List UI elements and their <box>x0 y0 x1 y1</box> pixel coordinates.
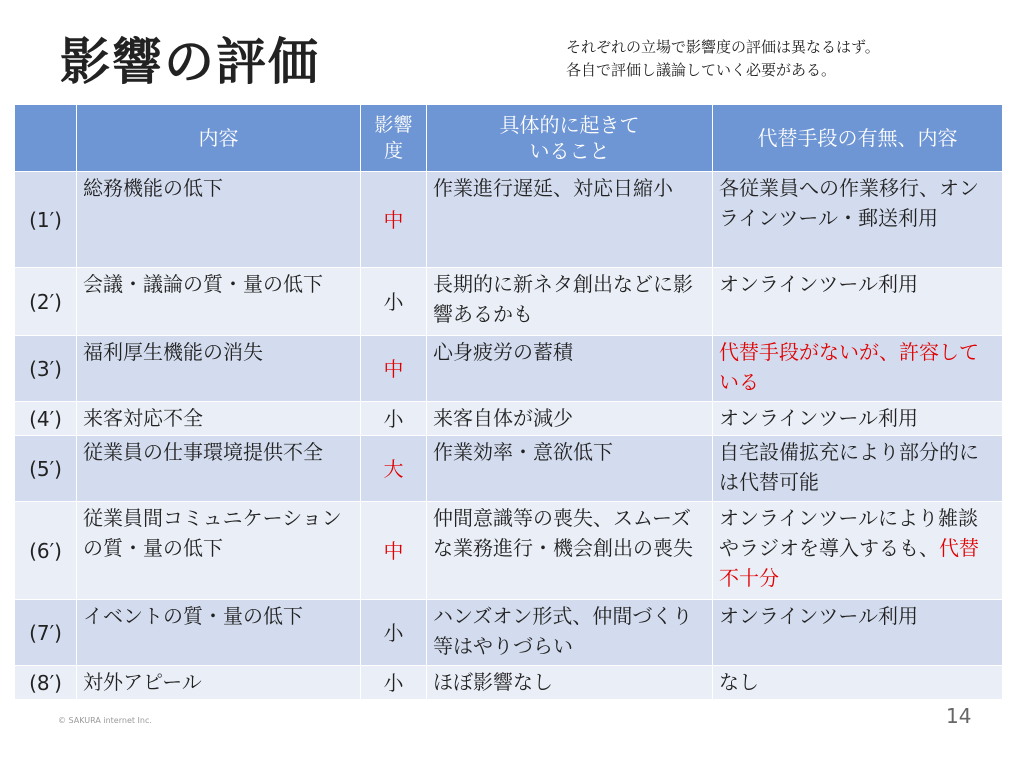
header-happening-line-2: いること <box>529 139 610 163</box>
row-happening: 作業進行遅延、対応日縮小 <box>427 172 713 268</box>
table-row <box>15 436 1003 502</box>
row-content: 来客対応不全 <box>77 402 361 436</box>
row-number: (7′) <box>15 600 77 666</box>
row-alternative <box>713 268 1003 336</box>
table-row <box>15 600 1003 666</box>
row-number: (2′) <box>15 268 77 336</box>
impact-evaluation-table <box>14 104 1003 700</box>
alternative-text: オンラインツール利用 <box>719 272 918 296</box>
row-alternative <box>713 600 1003 666</box>
table-header-row <box>15 105 1003 172</box>
copyright-footer: © SAKURA internet Inc. <box>58 716 152 725</box>
page-title: 影響の評価 <box>60 33 320 91</box>
row-number: (1′) <box>15 172 77 268</box>
alternative-text: なし <box>719 670 759 694</box>
alternative-text: オンラインツール利用 <box>719 406 918 430</box>
table-row <box>15 666 1003 700</box>
row-content: 総務機能の低下 <box>77 172 361 268</box>
alternative-text: 各従業員への作業移行、オンラインツール・郵送利用 <box>719 176 979 230</box>
row-happening: ほぼ影響なし <box>427 666 713 700</box>
row-impact-level: 小 <box>361 402 427 436</box>
alternative-text: オンラインツールにより雑談やラジオを導入するも、 <box>719 506 978 560</box>
row-alternative <box>713 336 1003 402</box>
row-content: 従業員間コミュニケーションの質・量の低下 <box>77 502 361 600</box>
table-row <box>15 172 1003 268</box>
row-impact-level: 中 <box>361 502 427 600</box>
row-number: (4′) <box>15 402 77 436</box>
row-number: (5′) <box>15 436 77 502</box>
alternative-highlight-text: 代替手段がないが、許容している <box>719 340 979 394</box>
row-happening: 長期的に新ネタ創出などに影響あるかも <box>427 268 713 336</box>
row-alternative <box>713 436 1003 502</box>
row-content: 従業員の仕事環境提供不全 <box>77 436 361 502</box>
row-happening: 心身疲労の蓄積 <box>427 336 713 402</box>
row-impact-level: 中 <box>361 172 427 268</box>
row-happening: ハンズオン形式、仲間づくり等はやりづらい <box>427 600 713 666</box>
row-content: 福利厚生機能の消失 <box>77 336 361 402</box>
subtitle <box>566 36 1006 82</box>
row-alternative <box>713 172 1003 268</box>
alternative-text: オンラインツール利用 <box>719 604 918 628</box>
subtitle-line-1: それぞれの立場で影響度の評価は異なるはず。 <box>566 38 880 56</box>
row-number: (6′) <box>15 502 77 600</box>
alternative-text: 自宅設備拡充により部分的には代替可能 <box>719 440 979 494</box>
row-alternative <box>713 502 1003 600</box>
table-body <box>15 172 1003 700</box>
row-number: (8′) <box>15 666 77 700</box>
table-row <box>15 502 1003 600</box>
row-impact-level: 中 <box>361 336 427 402</box>
row-happening: 作業効率・意欲低下 <box>427 436 713 502</box>
row-impact-level: 大 <box>361 436 427 502</box>
header-happening-line-1: 具体的に起きて <box>499 113 640 137</box>
header-content: 内容 <box>77 105 361 172</box>
row-impact-level: 小 <box>361 600 427 666</box>
header-happening <box>427 105 713 172</box>
row-alternative <box>713 666 1003 700</box>
alternative-highlight-text: 代替不十分 <box>719 536 979 590</box>
page-number: 14 <box>946 704 972 728</box>
header-alternative: 代替手段の有無、内容 <box>713 105 1003 172</box>
row-impact-level: 小 <box>361 268 427 336</box>
table-row <box>15 336 1003 402</box>
row-happening: 仲間意識等の喪失、スムーズな業務進行・機会創出の喪失 <box>427 502 713 600</box>
row-number: (3′) <box>15 336 77 402</box>
table-row <box>15 268 1003 336</box>
row-impact-level: 小 <box>361 666 427 700</box>
header-impact-line-1: 影響 <box>374 114 413 136</box>
header-impact <box>361 105 427 172</box>
row-content: イベントの質・量の低下 <box>77 600 361 666</box>
header-impact-line-2: 度 <box>383 140 403 162</box>
row-alternative <box>713 402 1003 436</box>
table-row <box>15 402 1003 436</box>
row-content: 対外アピール <box>77 666 361 700</box>
row-happening: 来客自体が減少 <box>427 402 713 436</box>
row-content: 会議・議論の質・量の低下 <box>77 268 361 336</box>
header-num <box>15 105 77 172</box>
subtitle-line-2: 各自で評価し議論していく必要がある。 <box>566 61 837 79</box>
